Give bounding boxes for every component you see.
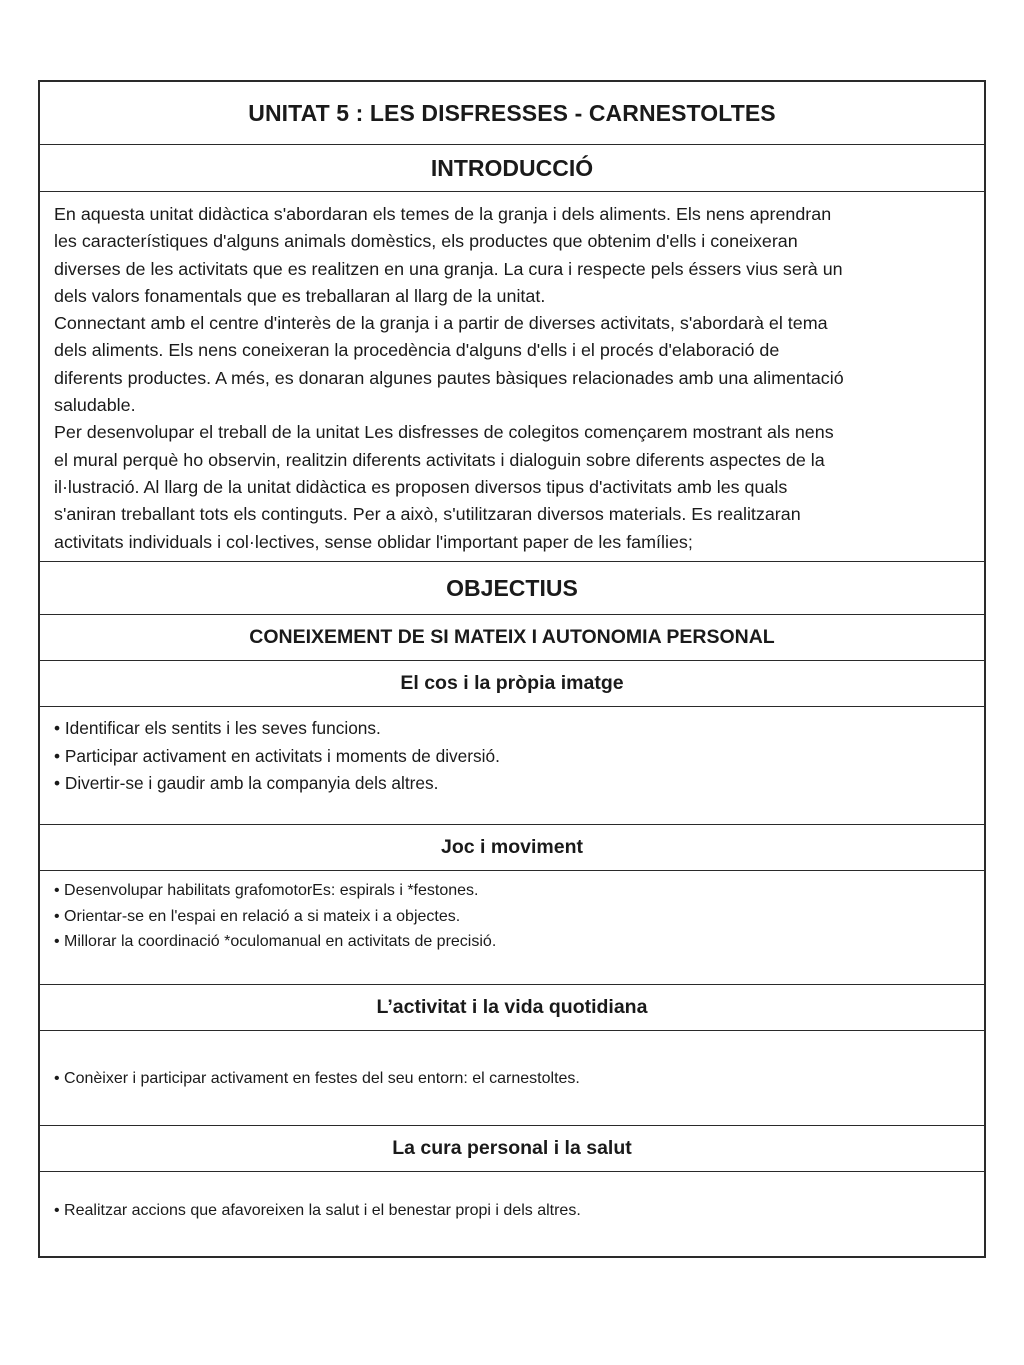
objective-list-body-image [40, 707, 984, 825]
objective-item: • Desenvolupar habilitats grafomotorEs: espirals i *festones. [54, 882, 479, 899]
introduction-line: s'aniran treballant tots els continguts. Per a això, s'utilitzaran diversos materials. Es realitzaran [54, 504, 801, 525]
introduction-line: dels aliments. Els nens coneixeran la procedència d'alguns d'ells i el procés d'elaboració de [54, 340, 780, 361]
introduction-line: dels valors fonamentals que es treballaran al llarg de la unitat. [54, 285, 546, 306]
introduction-text [40, 192, 984, 562]
objective-item: • Millorar la coordinació *oculomanual en activitats de precisió. [54, 933, 497, 950]
introduction-line: el mural perquè ho observin, realitzin diferents activitats i dialoguin sobre diferents aspectes de la [54, 449, 825, 470]
objective-item: • Participar activament en activitats i moments de diversió. [54, 745, 500, 766]
objective-list-daily-life [40, 1031, 984, 1126]
unit-title: UNITAT 5 : LES DISFRESSES - CARNESTOLTES [40, 82, 984, 145]
objectives-heading: OBJECTIUS [40, 562, 984, 615]
introduction-line: diferents productes. A més, es donaran algunes pautes bàsiques relacionades amb una alimentació [54, 367, 844, 388]
objective-list-personal-care [40, 1172, 984, 1256]
objective-item: • Identificar els sentits i les seves funcions. [54, 718, 381, 738]
section-heading-play-movement: Joc i moviment [40, 825, 984, 871]
introduction-heading: INTRODUCCIÓ [40, 145, 984, 192]
introduction-line: diverses de les activitats que es realitzen en una granja. La cura i respecte pels éssers vius serà un [54, 258, 843, 279]
objective-item: • Conèixer i participar activament en festes del seu entorn: el carnestoltes. [54, 1069, 580, 1087]
introduction-line: saludable. [54, 395, 136, 416]
introduction-line: les característiques d'alguns animals domèstics, els productes que obtenim d'ells i coneixeran [54, 231, 798, 252]
section-heading-body-image: El cos i la pròpia imatge [40, 661, 984, 707]
objective-item: • Divertir-se i gaudir amb la companyia dels altres. [54, 773, 439, 793]
section-heading-personal-care: La cura personal i la salut [40, 1126, 984, 1172]
introduction-line: En aquesta unitat didàctica s'abordaran els temes de la granja i dels aliments. Els nens aprendran [54, 204, 832, 224]
objective-list-play-movement [40, 871, 984, 985]
introduction-line: il·lustració. Al llarg de la unitat didàctica es proposen diversos tipus d'activitats amb les quals [54, 476, 788, 497]
objective-item: • Orientar-se en l'espai en relació a si mateix i a objectes. [54, 907, 461, 925]
introduction-line: Connectant amb el centre d'interès de la granja i a partir de diverses activitats, s'abordarà el tema [54, 313, 828, 334]
area-heading: CONEIXEMENT DE SI MATEIX I AUTONOMIA PERSONAL [40, 615, 984, 661]
unit-table [38, 80, 986, 1258]
section-heading-daily-life: L’activitat i la vida quotidiana [40, 985, 984, 1031]
objective-item: • Realitzar accions que afavoreixen la salut i el benestar propi i dels altres. [54, 1201, 581, 1219]
introduction-line: activitats individuals i col·lectives, sense oblidar l'important paper de les famílies; [54, 531, 693, 552]
introduction-line: Per desenvolupar el treball de la unitat Les disfresses de colegitos començarem mostrant als nens [54, 422, 834, 443]
